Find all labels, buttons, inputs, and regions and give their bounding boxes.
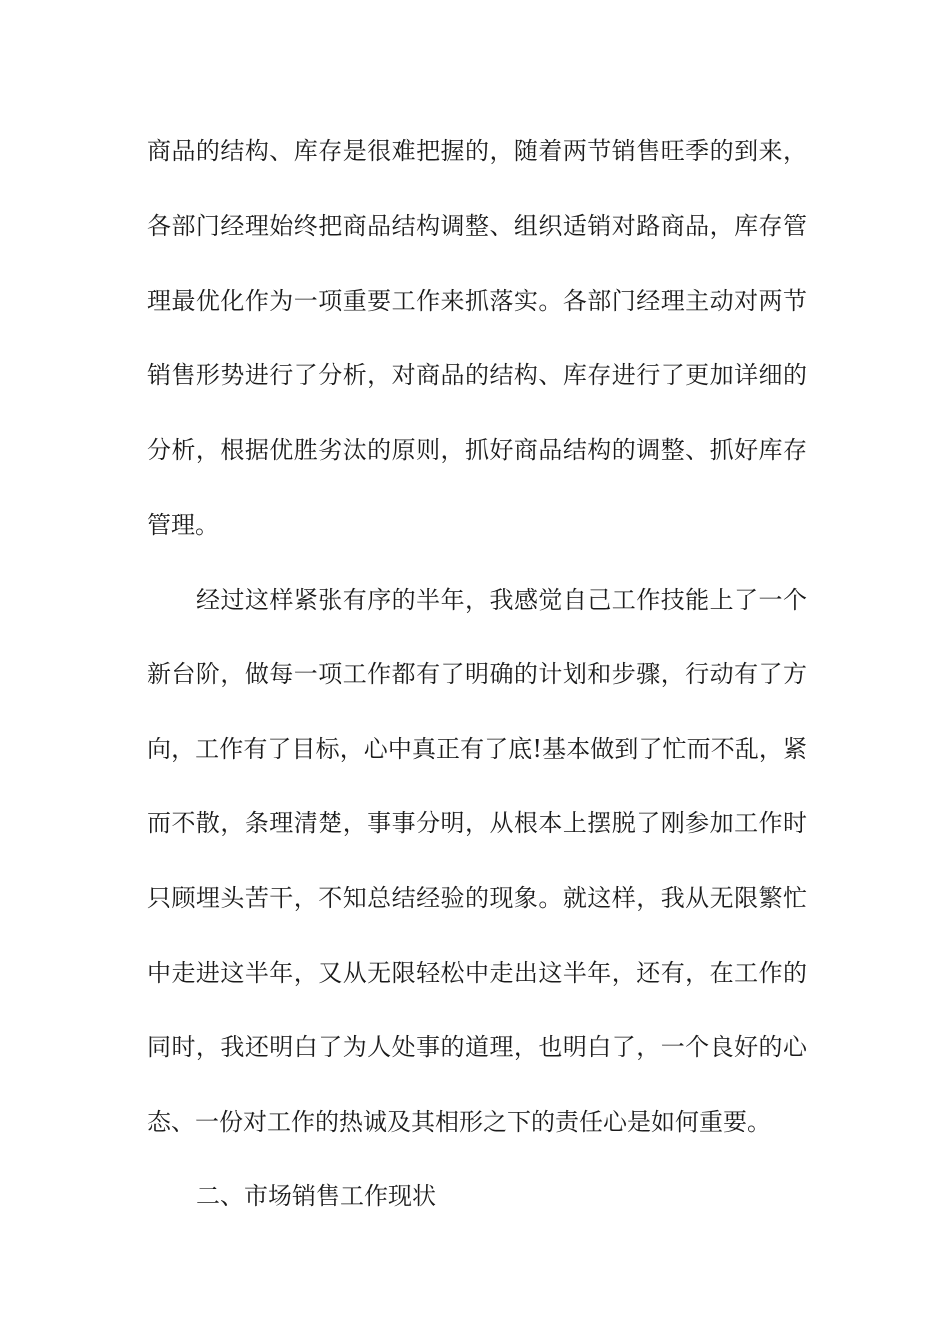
paragraph-1-line-2: 各部门经理始终把商品结构调整、组织适销对路商品，库存管 — [147, 212, 807, 240]
paragraph-1-line-4: 销售形势进行了分析，对商品的结构、库存进行了更加详细的 — [147, 361, 807, 389]
paragraph-2-line-7: 同时，我还明白了为人处事的道理，也明白了，一个良好的心 — [147, 1033, 807, 1061]
paragraph-1-line-5: 分析，根据优胜劣汰的原则，抓好商品结构的调整、抓好库存 — [147, 436, 807, 464]
paragraph-1-line-1: 商品的结构、库存是很难把握的，随着两节销售旺季的到来， — [147, 137, 807, 165]
paragraph-1-line-6: 管理。 — [147, 511, 219, 539]
paragraph-2-line-4: 而不散，条理清楚，事事分明，从根本上摆脱了刚参加工作时 — [147, 809, 807, 837]
paragraph-2-line-3: 向，工作有了目标，心中真正有了底!基本做到了忙而不乱，紧 — [147, 735, 807, 763]
paragraph-2-line-2: 新台阶，做每一项工作都有了明确的计划和步骤，行动有了方 — [147, 660, 807, 688]
paragraph-2-line-5: 只顾埋头苦干，不知总结经验的现象。就这样，我从无限繁忙 — [147, 884, 807, 912]
paragraph-1-line-3: 理最优化作为一项重要工作来抓落实。各部门经理主动对两节 — [147, 287, 807, 315]
paragraph-2-line-1: 经过这样紧张有序的半年，我感觉自己工作技能上了一个 — [196, 586, 807, 614]
paragraph-2-line-6: 中走进这半年，又从无限轻松中走出这半年，还有，在工作的 — [147, 959, 807, 987]
section-heading: 二、市场销售工作现状 — [196, 1182, 436, 1210]
paragraph-2-line-8: 态、一份对工作的热诚及其相形之下的责任心是如何重要。 — [147, 1108, 771, 1136]
